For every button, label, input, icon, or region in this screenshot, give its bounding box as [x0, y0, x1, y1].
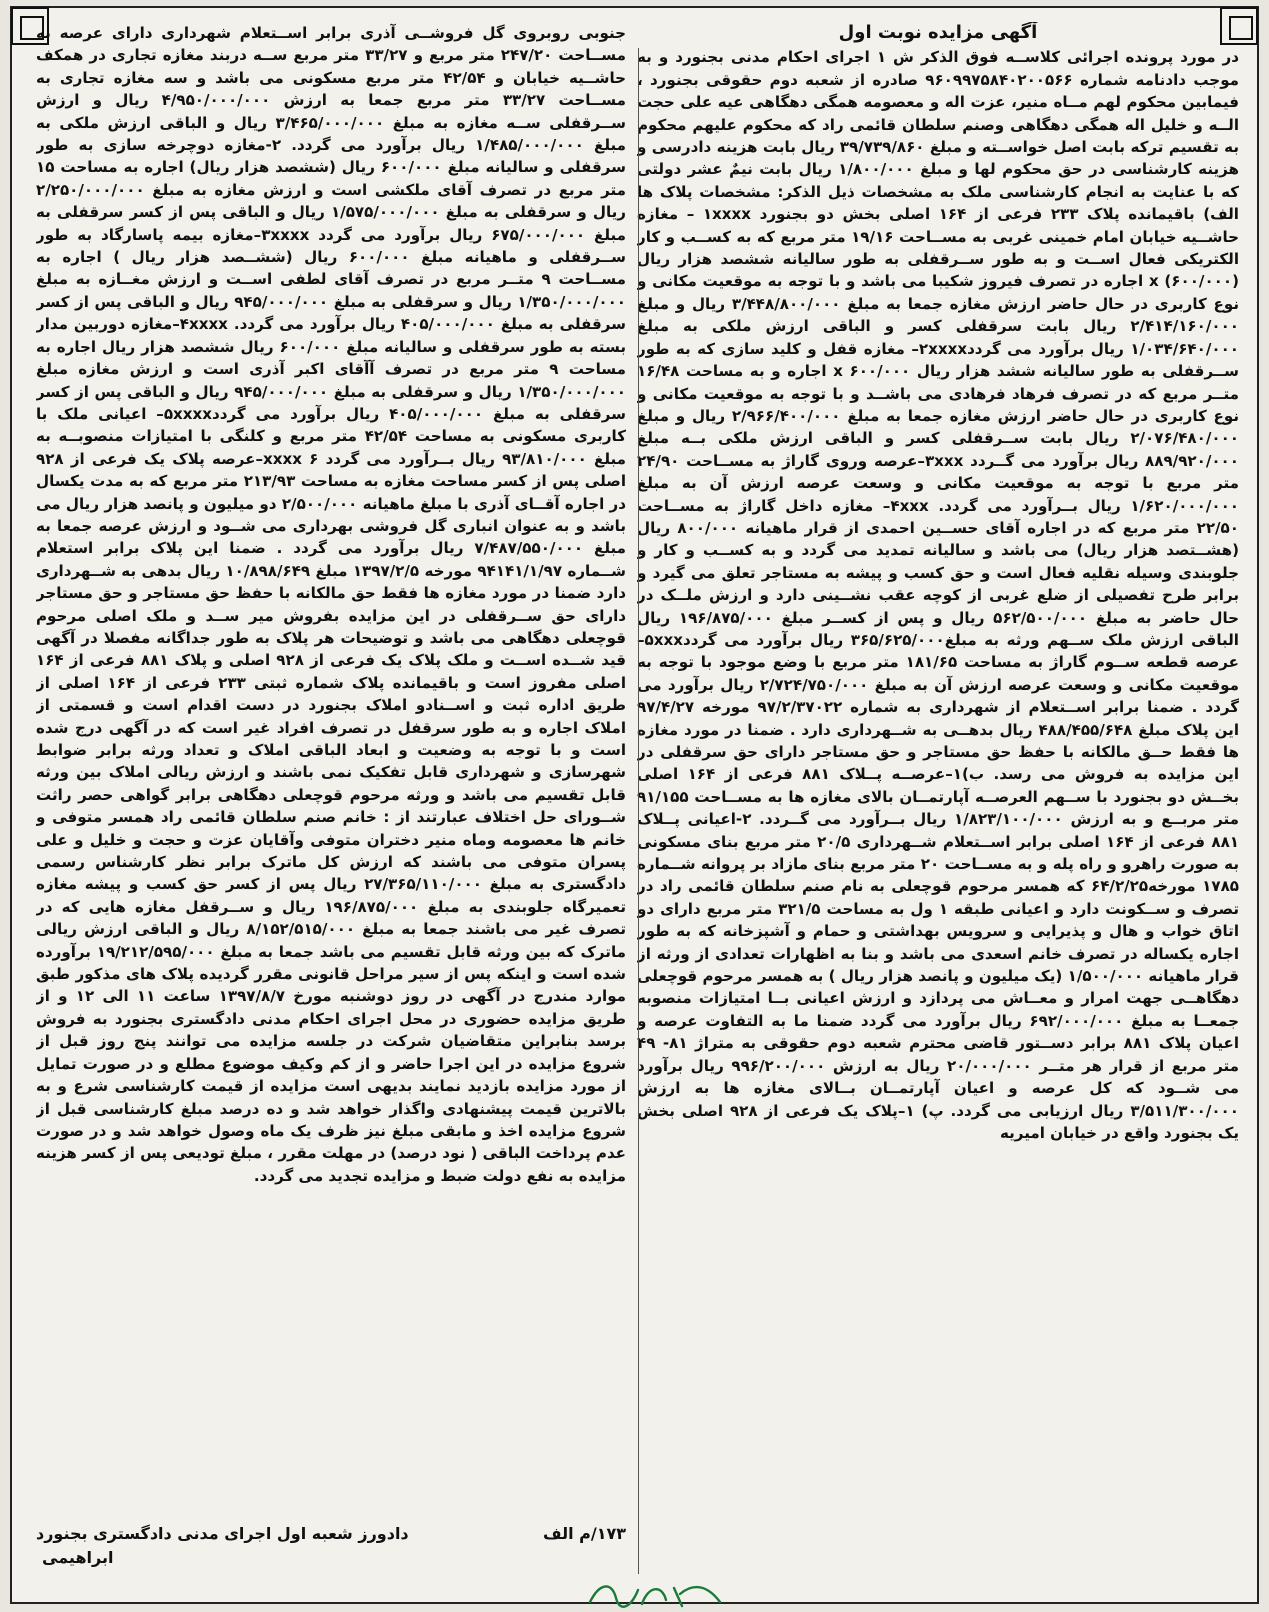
- footer-code: ۱۷۳/م الف: [543, 1524, 626, 1543]
- footer-org: دادورز شعبه اول اجرای مدنی دادگستری بجنورد: [36, 1524, 409, 1543]
- left-column-body: جنوبی روبروی گل فروشــی آذری برابر اســتعلام شهرداری دارای عرصه به مســاحت ۲۴۷/۲۰ متر مربع و ۳۳/۲۷ متر مربع ســه دربند مغازه تجاری در همکف حاشــیه خیابان و ۴۲/۵۴ متر مربع مسکونی می باشد و سه مغازه تجاری به مســاحت ۳۳/۲۷ متر مربع جمعا به ارزش ۴/۹۵۰/۰۰۰/۰۰۰ ریال و ارزش ســرقفلی ســه مغازه به مبلغ ۳/۴۶۵/۰۰۰/۰۰۰ ریال و الباقی ارزش ملکی به مبلغ ۱/۴۸۵/۰۰۰/۰۰۰ ریال برآورد می گردد. ۲-مغازه دوچرخه سازی به طور سرقفلی و سالیانه مبلغ ۶۰۰/۰۰۰ ریال (ششصد هزار ریال) اجاره به مساحت ۱۵ متر مربع در تصرف آقای ملکشی است و ارزش مغازه به مبلغ ۲/۲۵۰/۰۰۰/۰۰۰ ریال و سرقفلی به مبلغ ۱/۵۷۵/۰۰۰/۰۰۰ ریال و الباقی پس از کسر سرقفلی به مبلغ ۶۷۵/۰۰۰/۰۰۰ ریال برآورد می گردد ۳xxxx–مغازه بیمه پاسارگاد به طور ســرقفلی و ماهیانه مبلغ ۶۰۰/۰۰۰ ریال (ششــصد هزار ریال ) اجاره به مســاحت ۹ متــر مربع در تصرف آقای لطفی اســت و ارزش مغــازه به مبلغ ۱/۳۵۰/۰۰۰/۰۰۰ ریال و سرقفلی به مبلغ ۹۴۵/۰۰۰/۰۰۰ ریال و الباقی پس از کسر سرقفلی به مبلغ ۴۰۵/۰۰۰/۰۰۰ ریال برآورد می گردد. ۴xxxx–مغازه دوربین مدار بسته به طور سرقفلی و سالیانه مبلغ ۶۰۰/۰۰۰ ریال ششصد هزار ریال اجاره به مساحت ۹ متر مربع در تصرف آآقای اکبر آذری است و ارزش مغازه مبلغ ۱/۳۵۰/۰۰۰/۰۰۰ ریال و سرقفلی به مبلغ ۹۴۵/۰۰۰/۰۰۰ ریال و الباقی پس از کسر سرقفلی به مبلغ ۴۰۵/۰۰۰/۰۰۰ ریال برآورد می گردد۵xxxx– اعیانی ملک با کاربری مسکونی به مساحت ۴۲/۵۴ متر مربع و کلنگی با امتیازات منصوبــه به مبلغ ۹۳/۸۱۰/۰۰۰ ریال بــرآورد می گردد xxxx ۶–عرصه پلاک یک فرعی از ۹۲۸ اصلی پس از کسر مساحت مغازه به مساحت ۲۱۳/۹۳ متر مربع که به مدت یکسال در اجاره آقــای آذری با مبلغ ماهیانه ۲/۵۰۰/۰۰۰ دو میلیون و پانصد هزار ریال می باشد و به عنوان انباری گل فروشی بهرداری می شــود و ارزش عرصه جمعا به مبلغ ۷/۴۸۷/۵۵۰/۰۰۰ ریال برآورد می گردد . ضمنا این پلاک برابر استعلام شــماره ۹۴۱۴۱/۱/۹۷ مورخه ۱۳۹۷/۲/۵ مبلغ ۱۰/۸۹۸/۶۴۹ ریال بدهی به شــهرداری دارد ضمنا در مورد مغازه ها فقط حق مالکانه با حفظ حق مستاجر و حق مستاجر دارای حق ســرقفلی در این مزایده بفروش میر ســد و ملک اصلی مرحوم قوچعلی دهگاهی می باشد و توضیحات هر پلاک به طور جداگانه مفصلا در آگهی قید شــده اســت و ملک پلاک یک فرعی از ۹۲۸ اصلی و پلاک ۸۸۱ فرعی از ۱۶۴ اصلی مفروز است و باقیمانده پلاک شماره ثبتی ۲۳۳ فرعی از ۱۶۴ اصلی از طریق اداره ثبت و اســنادو املاک بجنورد در دست اقدام است و قسمتی از املاک اجاره و به طور سرقفل در تصرف افراد غیر است که در آگهی درج شده است و با توجه به وضعیت و ابعاد الباقی املاک و تعداد ورثه برابر ضوابط شهرسازی و شهرداری قابل تفکیک نمی باشند و ارزش ریالی املاک بین ورثه قابل تقسیم می باشد و ورثه مرحوم قوچعلی دهگاهی برابر گواهی حصر راثت شــورای حل اختلاف عبارتند از : خانم صنم سلطان قائمی راد همسر متوفی و خانم ها معصومه وماه منیر دختران متوفی وآقایان عزت و حجت و خلیل و علی پسران متوفی می باشند که ارزش کل ماترک برابر نظر کارشناس رسمی دادگستری به مبلغ ۲۷/۳۶۵/۱۱۰/۰۰۰ ریال پس از کسر حق کسب و پیشه مغازه تعمیرگاه جلوبندی به مبلغ ۱۹۶/۸۷۵/۰۰۰ ریال و ســرقفل مغازه هایی که در تصرف غیر می باشند جمعا به مبلغ ۸/۱۵۲/۵۱۵/۰۰۰ ریال و الباقی ارزش ریالی ماترک که بین ورثه قابل تقسیم می باشد جمعا به مبلغ ۱۹/۲۱۲/۵۹۵/۰۰۰ برآورده شده است و اینکه پس از سیر مراحل قانونی مقرر گردیده پلاک های مذکور طبق موارد مندرج در آگهی در روز دوشنبه مورخ ۱۳۹۷/۸/۷ ساعت ۱۱ الی ۱۲ و از طریق مزایده حضوری در محل اجرای احکام مدنی دادگستری بجنورد به فروش برسد بنابراین متقاضیان شرکت در جلسه مزایده می توانند پنج روز قبل از شروع مزایده در این اجرا حاضر و از کم وکیف موضوع مطلع و در صورت تمایل از مورد مزایده بازدید نمایند بدیهی است مزایده از قیمت کارشناسی شرع و به بالاترین قیمت پیشنهادی واگذار خواهد شد و ده درصد مبلغ کارشناسی قبل از شروع مزایده اخذ و مابقی مبلغ نیز ظرف یک ماه وصول خواهد شد و در صورت عدم پرداخت الباقی ( نود درصد) در مهلت مقرر ، مبلغ تودیعی پس از کسر هزینه مزایده به نفع دولت ضبط و مزایده تجدید می گردد.: [36, 24, 626, 1185]
- right-column: [637, 22, 1239, 1562]
- handwritten-mark-icon: [582, 1576, 732, 1610]
- footer-name: ابراهیمی: [42, 1548, 114, 1567]
- column-divider: [638, 48, 639, 1574]
- notice-footer: [36, 1522, 626, 1570]
- left-column: [36, 22, 626, 1522]
- right-column-body: در مورد پرونده اجرائی کلاســه فوق الذکر ش ۱ اجرای احکام مدنی بجنورد و به موجب دادنامه شماره ۹۶۰۹۹۷۵۸۴۰۲۰۰۵۶۶ صادره از شعبه دوم حقوقی بجنورد ، فیمابین محکوم لهم مــاه منیر، عزت اله و معصومه همگی دهگاهی عیه علی حجت الــه و خلیل اله همگی دهگاهی وصنم سلطان قائمی راد که محکوم علیهم محکوم به تقسیم ترکه بابت اصل خواســته و مبلغ ۳۹/۷۳۹/۸۶۰ ریال بابت هزینه دادرسی و هزینه کارشناسی در حق محکوم لها و مبلغ ۱/۸۰۰/۰۰۰ ریال بابت نیمٌ عشر دولتی که با عنایت به انجام کارشناسی ملک به مشخصات ذیل الذکر: مشخصات پلاک ها الف) باقیمانده پلاک ۲۳۳ فرعی از ۱۶۴ اصلی بخش دو بجنورد ۱xxxx – مغازه حاشــیه خیابان امام خمینی غربی به مســاحت ۱۹/۱۶ متر مربع که به کســب و کار الکتریکی فعال اســت و به طور ســرقفلی به طور سالیانه ششصد هزار ریال (۶۰۰/۰۰۰) x اجاره در تصرف فیروز شکیبا می باشد و با توجه به موقعیت مکانی و نوع کاربری در حال حاضر ارزش مغازه جمعا به مبلغ ۳/۴۴۸/۸۰۰/۰۰۰ ریال و مبلغ ۲/۴۱۴/۱۶۰/۰۰۰ ریال بابت سرقفلی کسر و الباقی ارزش ملکی به مبلغ ۱/۰۳۴/۶۴۰/۰۰۰ ریال برآورد می گردد۲xxxx– مغازه قفل و کلید سازی که به طور ســرقفلی به طور سالیانه ششد هزار ریال ۶۰۰/۰۰۰ x اجاره و به مساحت ۱۶/۴۸ متــر مربع که در تصرف فرهاد فرهادی می باشــد و با توجه به موقعیت مکانی و نوع کاربری در حال حاضر ارزش مغازه جمعا به مبلغ ۲/۹۶۶/۴۰۰/۰۰۰ ریال و مبلغ ۲/۰۷۶/۴۸۰/۰۰۰ ریال بابت ســرقفلی کسر و الباقی ارزش ملکی بــه مبلغ ۸۸۹/۹۲۰/۰۰۰ ریال برآورد می گــردد ۳xxx–عرصه وروی گاراژ به مســاحت ۲۴/۹۰ متر مربع با توجه به موقعیت مکانی و وسعت عرصه ارزش آن به مبلغ ۱/۶۲۰/۰۰۰/۰۰۰ ریال بــرآورد می گردد. ۴xxx– مغازه داخل گاراژ به مســاحت ۲۲/۵۰ متر مربع که در اجاره آقای حســین احمدی از قرار ماهیانه ۸۰۰/۰۰۰ ریال (هشــتصد هزار ریال) می باشد و سالیانه تمدید می گردد و به کســب و کار و جلوبندی وسیله نقلیه فعال است و حق کسب و پیشه به مستاجر تعلق می گیرد و برابر طرح تفصیلی از ضلع غربی از کوچه عقب نشــینی دارد و ارزش ملــک در حال حاضر به مبلغ ۵۶۲/۵۰۰/۰۰۰ ریال و پس از کســر مبلغ ۱۹۶/۸۷۵/۰۰۰ ریال الباقی ارزش ملک ســهم ورثه به مبلغ۳۶۵/۶۲۵/۰۰۰ ریال برآورد می گردد۵xxx–عرصه قطعه ســوم گاراژ به مساحت ۱۸۱/۶۵ متر مربع با وضع موجود با توجه به موقعیت مکانی و وسعت عرصه ارزش آن به مبلغ ۲/۷۲۴/۷۵۰/۰۰۰ ریال برآورد می گردد . ضمنا برابر اســتعلام از شهرداری به شماره ۹۷/۲/۳۷۰۲۲ مورخه ۹۷/۴/۲۷ این پلاک مبلغ ۴۸۸/۴۵۵/۶۴۸ ریال بدهــی به شــهرداری دارد . ضمنا در مورد مغازه ها فقط حــق مالکانه با حفظ حق مستاجر و حق مستاجر دارای حق سرقفلی در این مزایده به فروش می رسد. ب)۱–عرصــه پــلاک ۸۸۱ فرعی از ۱۶۴ اصلی بخــش دو بجنورد با ســهم العرصــه آپارتمــان بالای مغازه ها به مســاحت ۹۱/۱۵۵ متر مربــع و به ارزش ۱/۸۲۳/۱۰۰/۰۰۰ ریال بــرآورد می گــردد. ۲-اعیانی پــلاک ۸۸۱ فرعی از ۱۶۴ اصلی برابر اســتعلام شــهرداری ۲۰/۵ متر مربع بنای مسکونی به صورت راهرو و راه پله و به مســاحت ۲۰ متر مربع بنای مازاد بر پروانه شــماره ۱۷۸۵ مورخه۶۴/۲/۲۵ که همسر مرحوم قوچعلی به نام صنم سلطان قائمی راد در تصرف و ســکونت دارد و اعیانی طبقه ۱ ول به مساحت ۳۲۱/۵ متر مربع دارای دو اتاق خواب و هال و پذیرایی و سرویس بهداشتی و حمام و آشپزخانه که به طور اجاره یکساله در تصرف خانم اسعدی می باشد و بنا به اظهارات تعدادی از ورثه از قرار ماهیانه ۱/۵۰۰/۰۰۰ (یک میلیون و پانصد هزار ریال ) به همسر مرحوم قوچعلی دهگاهــی جهت امرار و معــاش می پردازد و ارزش اعیانی بــا امتیازات منصوبه جمعــا به مبلغ ۶۹۲/۰۰۰/۰۰۰ ریال برآورد می گردد ضمنا ما به التفاوت عرصه و اعیان پلاک ۸۸۱ برابر دســتور قاضی محترم شعبه دوم حقوقی به متراژ ۸۱- ۴۹ متر مربع از قرار هر متــر ۲۰/۰۰۰/۰۰۰ ریال به ارزش ۹۹۶/۲۰۰/۰۰۰ ریال برآورد می شــود که کل عرصه و اعیان آپارتمــان بــالای مغازه ها به ارزش ۳/۵۱۱/۳۰۰/۰۰۰ ریال ارزیابی می گردد. پ) ۱–پلاک یک فرعی از ۹۲۸ اصلی بخش یک بجنورد واقع در خیابان امیریه: [637, 48, 1239, 1142]
- notice-title: آگهی مزایده نوبت اول: [838, 22, 1038, 43]
- newspaper-clipping: [10, 6, 1259, 1604]
